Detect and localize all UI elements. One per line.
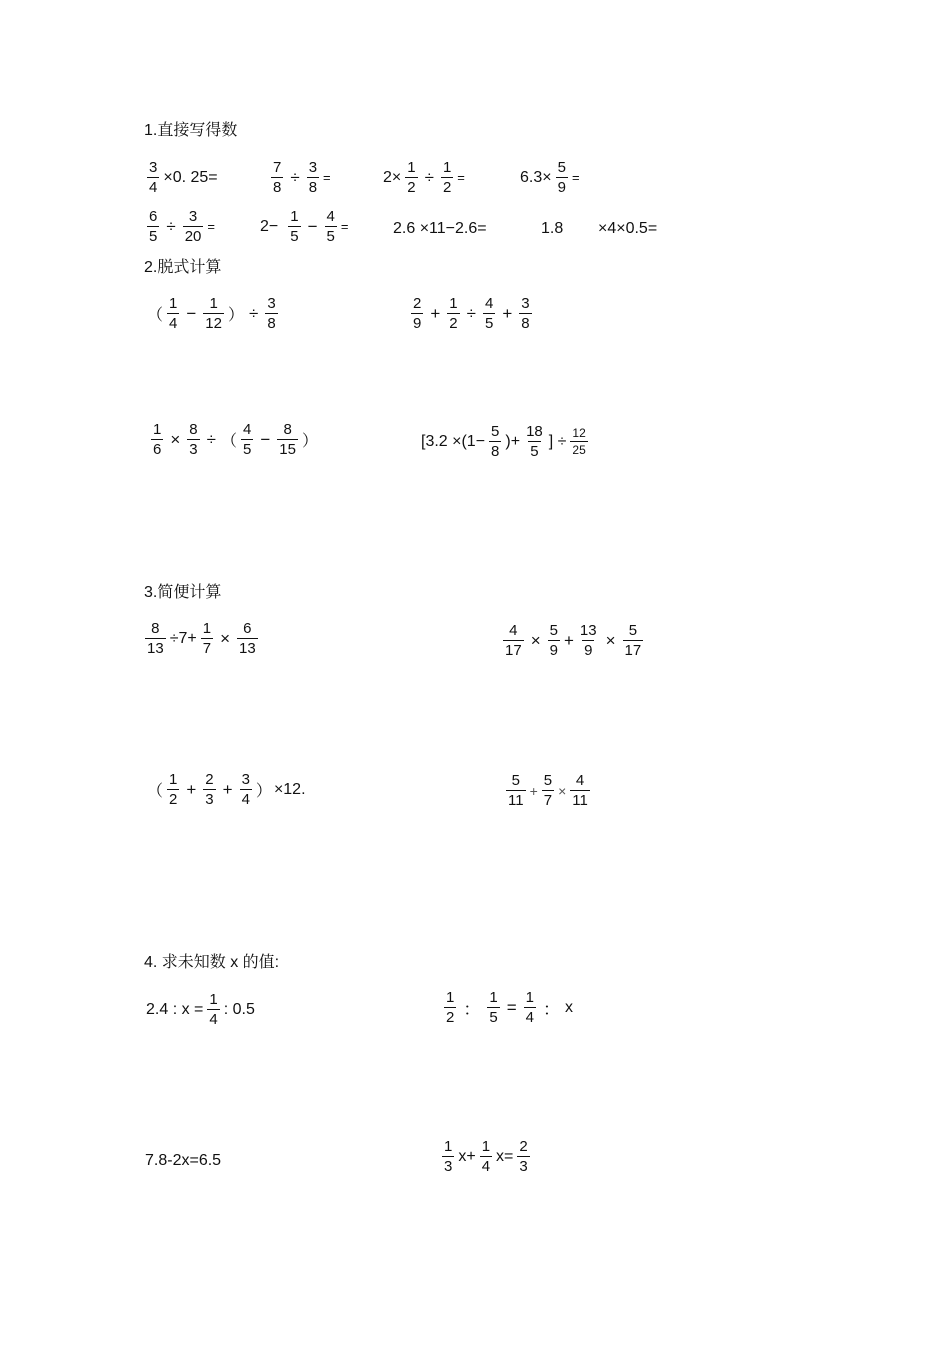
operator: −: [307, 216, 318, 236]
operator: +: [222, 779, 233, 799]
denominator: 2: [449, 315, 458, 332]
denominator: 2: [446, 1009, 455, 1026]
fraction: [442, 1139, 454, 1174]
numerator: 5: [557, 159, 566, 176]
expression-text: ] ÷: [548, 432, 567, 450]
denominator: 3: [205, 791, 214, 808]
fraction: [167, 772, 179, 807]
fraction: [288, 209, 300, 244]
problem-2b: [408, 296, 535, 331]
operator: +: [186, 779, 197, 799]
expression-text: =: [207, 219, 215, 234]
problem-1e: [144, 209, 216, 244]
problem-1b: [268, 160, 332, 195]
numerator: 4: [509, 622, 518, 639]
problem-4a: [145, 992, 256, 1027]
fraction: [411, 296, 423, 331]
denominator: 5: [484, 315, 494, 332]
expression-text: ×0. 25=: [163, 168, 218, 186]
denominator: 6: [153, 441, 162, 458]
denominator: 17: [505, 642, 522, 659]
denominator: 2: [407, 179, 416, 196]
expression-text: =: [571, 170, 580, 185]
fraction: [570, 773, 590, 808]
fraction: [201, 621, 213, 656]
numerator: 5: [511, 772, 520, 789]
denominator: 4: [169, 315, 178, 332]
denominator: 4: [481, 1158, 491, 1175]
denominator: 2: [442, 179, 452, 196]
problem-1d: [519, 160, 581, 195]
expression-text: ×12.: [273, 780, 306, 798]
problem-1f: [259, 209, 349, 244]
expression-text: 2.4 : x =: [146, 1000, 204, 1018]
numerator: 4: [484, 295, 494, 312]
operator: ：: [542, 1000, 560, 1019]
operator: ÷: [206, 429, 216, 449]
operator: ÷: [166, 216, 176, 236]
fraction: [307, 160, 319, 195]
expression-text: 7.8-2x=6.5: [145, 1152, 222, 1169]
numerator: 3: [267, 295, 276, 312]
fraction: [145, 621, 166, 656]
denominator: 15: [279, 441, 296, 458]
numerator: 3: [521, 295, 530, 312]
fraction: [265, 296, 277, 331]
fraction: [483, 296, 495, 331]
numerator: 1: [525, 989, 534, 1006]
numerator: 1: [444, 1138, 453, 1155]
expression-text: ）: [301, 433, 318, 450]
section-1-heading: 1.直接写得数: [144, 122, 238, 139]
denominator: 9: [584, 642, 593, 659]
numerator: 4: [575, 772, 585, 789]
numerator: 1: [209, 295, 218, 312]
numerator: 8: [189, 421, 198, 438]
numerator: 1: [481, 1138, 491, 1155]
denominator: 4: [149, 179, 158, 196]
expression-text: 2×: [383, 168, 402, 186]
fraction: [183, 209, 204, 244]
numerator: 1: [169, 295, 178, 312]
expression-text: 2−: [260, 217, 279, 235]
denominator: 4: [241, 791, 250, 808]
section-3-heading: 3.简便计算: [144, 584, 222, 601]
denominator: 9: [557, 179, 566, 196]
fraction: [503, 623, 524, 658]
numerator: 2: [413, 295, 422, 312]
operator: −: [186, 303, 197, 323]
fraction: [207, 992, 219, 1027]
expression-text: （: [147, 307, 164, 324]
expression-text: =: [323, 170, 331, 185]
numerator: 5: [543, 772, 553, 789]
denominator: 7: [202, 640, 212, 657]
problem-2a: [146, 296, 281, 331]
numerator: 8: [151, 620, 160, 637]
numerator: 5: [491, 423, 500, 440]
fraction: [203, 296, 224, 331]
numerator: 1: [290, 208, 299, 225]
operator: ×: [605, 630, 616, 650]
fraction: [147, 160, 159, 195]
problem-3c: [146, 772, 307, 807]
expression-text: ÷7+: [169, 629, 197, 647]
operator: ÷: [249, 303, 259, 323]
denominator: 8: [273, 179, 282, 196]
numerator: 3: [188, 208, 198, 225]
problem-1g: [392, 220, 488, 238]
denominator: 11: [572, 792, 588, 809]
fraction: [447, 296, 459, 331]
operator: +: [502, 303, 513, 323]
denominator: 5: [530, 443, 539, 460]
numerator: 1: [449, 295, 458, 312]
denominator: 12: [205, 315, 222, 332]
problem-4b: [441, 990, 574, 1025]
problem-4d: [439, 1139, 533, 1174]
expression-text: ）: [255, 783, 272, 800]
section-2-heading: 2.脱式计算: [144, 259, 222, 276]
fraction: [487, 990, 499, 1025]
denominator: 4: [209, 1011, 218, 1028]
fraction: [405, 160, 417, 195]
numerator: 12: [572, 426, 586, 440]
numerator: 2: [519, 1138, 528, 1155]
fraction: [519, 296, 531, 331]
expression-text: （: [147, 783, 164, 800]
operator: ×: [530, 630, 541, 650]
fraction: [489, 424, 501, 459]
expression-text: ×4×0.5=: [598, 220, 658, 237]
expression-text: ）: [227, 307, 244, 324]
operator: =: [506, 997, 517, 1017]
denominator: 3: [519, 1158, 528, 1175]
operator: ÷: [424, 167, 434, 187]
numerator: 1: [489, 989, 498, 1006]
denominator: 4: [525, 1009, 534, 1026]
fraction: [444, 990, 456, 1025]
denominator: 20: [184, 228, 202, 245]
problem-1c: [382, 160, 466, 195]
problem-4c: [144, 1152, 222, 1170]
fraction: [524, 424, 545, 459]
denominator: 8: [521, 315, 530, 332]
denominator: 5: [489, 1009, 498, 1026]
expression-text: （: [220, 433, 237, 450]
operator: ×: [170, 429, 181, 449]
numerator: 1: [209, 991, 218, 1008]
denominator: 17: [624, 642, 642, 659]
numerator: 1: [202, 620, 212, 637]
fraction: [240, 772, 252, 807]
fraction: [548, 623, 560, 658]
denominator: 5: [290, 228, 299, 245]
expression-text: x: [564, 998, 573, 1016]
fraction: [517, 1139, 529, 1174]
numerator: 5: [628, 622, 638, 639]
denominator: 5: [149, 228, 158, 245]
fraction: [271, 160, 283, 195]
numerator: 3: [149, 159, 158, 176]
problem-3a: [142, 621, 261, 656]
numerator: 4: [242, 421, 252, 438]
numerator: 7: [273, 159, 282, 176]
operator: ×: [220, 628, 230, 648]
fraction: [506, 773, 526, 808]
numerator: 3: [308, 159, 318, 176]
numerator: 6: [149, 208, 158, 225]
fraction: [277, 422, 298, 457]
denominator: 8: [267, 315, 276, 332]
denominator: 11: [508, 792, 524, 809]
fraction: [151, 422, 163, 457]
fraction: [147, 209, 159, 244]
expression-text: 1.8: [541, 220, 564, 237]
problem-1h: [540, 220, 564, 238]
denominator: 25: [572, 443, 586, 457]
numerator: 5: [549, 622, 558, 639]
denominator: 7: [543, 792, 553, 809]
numerator: 2: [205, 771, 214, 788]
denominator: 8: [491, 443, 500, 460]
operator: +: [563, 630, 574, 650]
numerator: 1: [446, 989, 455, 1006]
operator: +: [430, 303, 441, 323]
fraction: [203, 772, 215, 807]
problem-3b: [500, 623, 646, 658]
fraction: [556, 160, 568, 195]
numerator: 1: [442, 159, 452, 176]
numerator: 4: [326, 208, 335, 225]
denominator: 3: [444, 1158, 453, 1175]
numerator: 13: [579, 622, 597, 639]
operator: ÷: [290, 167, 300, 187]
numerator: 18: [526, 423, 543, 440]
numerator: 3: [241, 771, 250, 788]
fraction: [570, 427, 587, 456]
denominator: 9: [549, 642, 558, 659]
operator: ：: [463, 1000, 481, 1019]
operator: ×: [558, 782, 567, 799]
fraction: [578, 623, 599, 658]
fraction: [623, 623, 644, 658]
operator: +: [529, 782, 538, 799]
problem-3d: [503, 773, 593, 808]
denominator: 5: [326, 228, 335, 245]
operator: ÷: [466, 303, 476, 323]
denominator: 13: [147, 640, 164, 657]
problem-2d: [420, 424, 591, 459]
denominator: 9: [413, 315, 422, 332]
numerator: 6: [243, 620, 252, 637]
denominator: 5: [242, 441, 252, 458]
fraction: [441, 160, 453, 195]
expression-text: x=: [496, 1147, 514, 1165]
fraction: [524, 990, 536, 1025]
denominator: 13: [239, 640, 256, 657]
expression-text: : 0.5: [223, 1000, 255, 1018]
problem-2c: [148, 422, 319, 457]
problem-1i: [597, 220, 658, 238]
numerator: 1: [407, 159, 416, 176]
numerator: 1: [153, 421, 162, 438]
fraction: [237, 621, 258, 656]
operator: −: [260, 429, 271, 449]
expression-text: 2.6 ×11−2.6=: [393, 220, 487, 237]
expression-text: )+: [505, 432, 521, 450]
fraction: [167, 296, 179, 331]
expression-text: 6.3×: [520, 168, 552, 186]
fraction: [241, 422, 253, 457]
fraction: [187, 422, 199, 457]
numerator: 8: [283, 421, 292, 438]
expression-text: [3.2 ×(1−: [421, 432, 486, 450]
denominator: 2: [169, 791, 178, 808]
expression-text: x+: [458, 1147, 476, 1165]
fraction: [542, 773, 554, 808]
expression-text: =: [340, 219, 349, 234]
denominator: 3: [189, 441, 198, 458]
fraction: [325, 209, 337, 244]
problem-1a: [144, 160, 219, 195]
expression-text: =: [457, 170, 465, 185]
denominator: 8: [308, 179, 318, 196]
fraction: [480, 1139, 492, 1174]
section-4-heading: 4. 求未知数 x 的值:: [144, 954, 280, 971]
numerator: 1: [169, 771, 178, 788]
